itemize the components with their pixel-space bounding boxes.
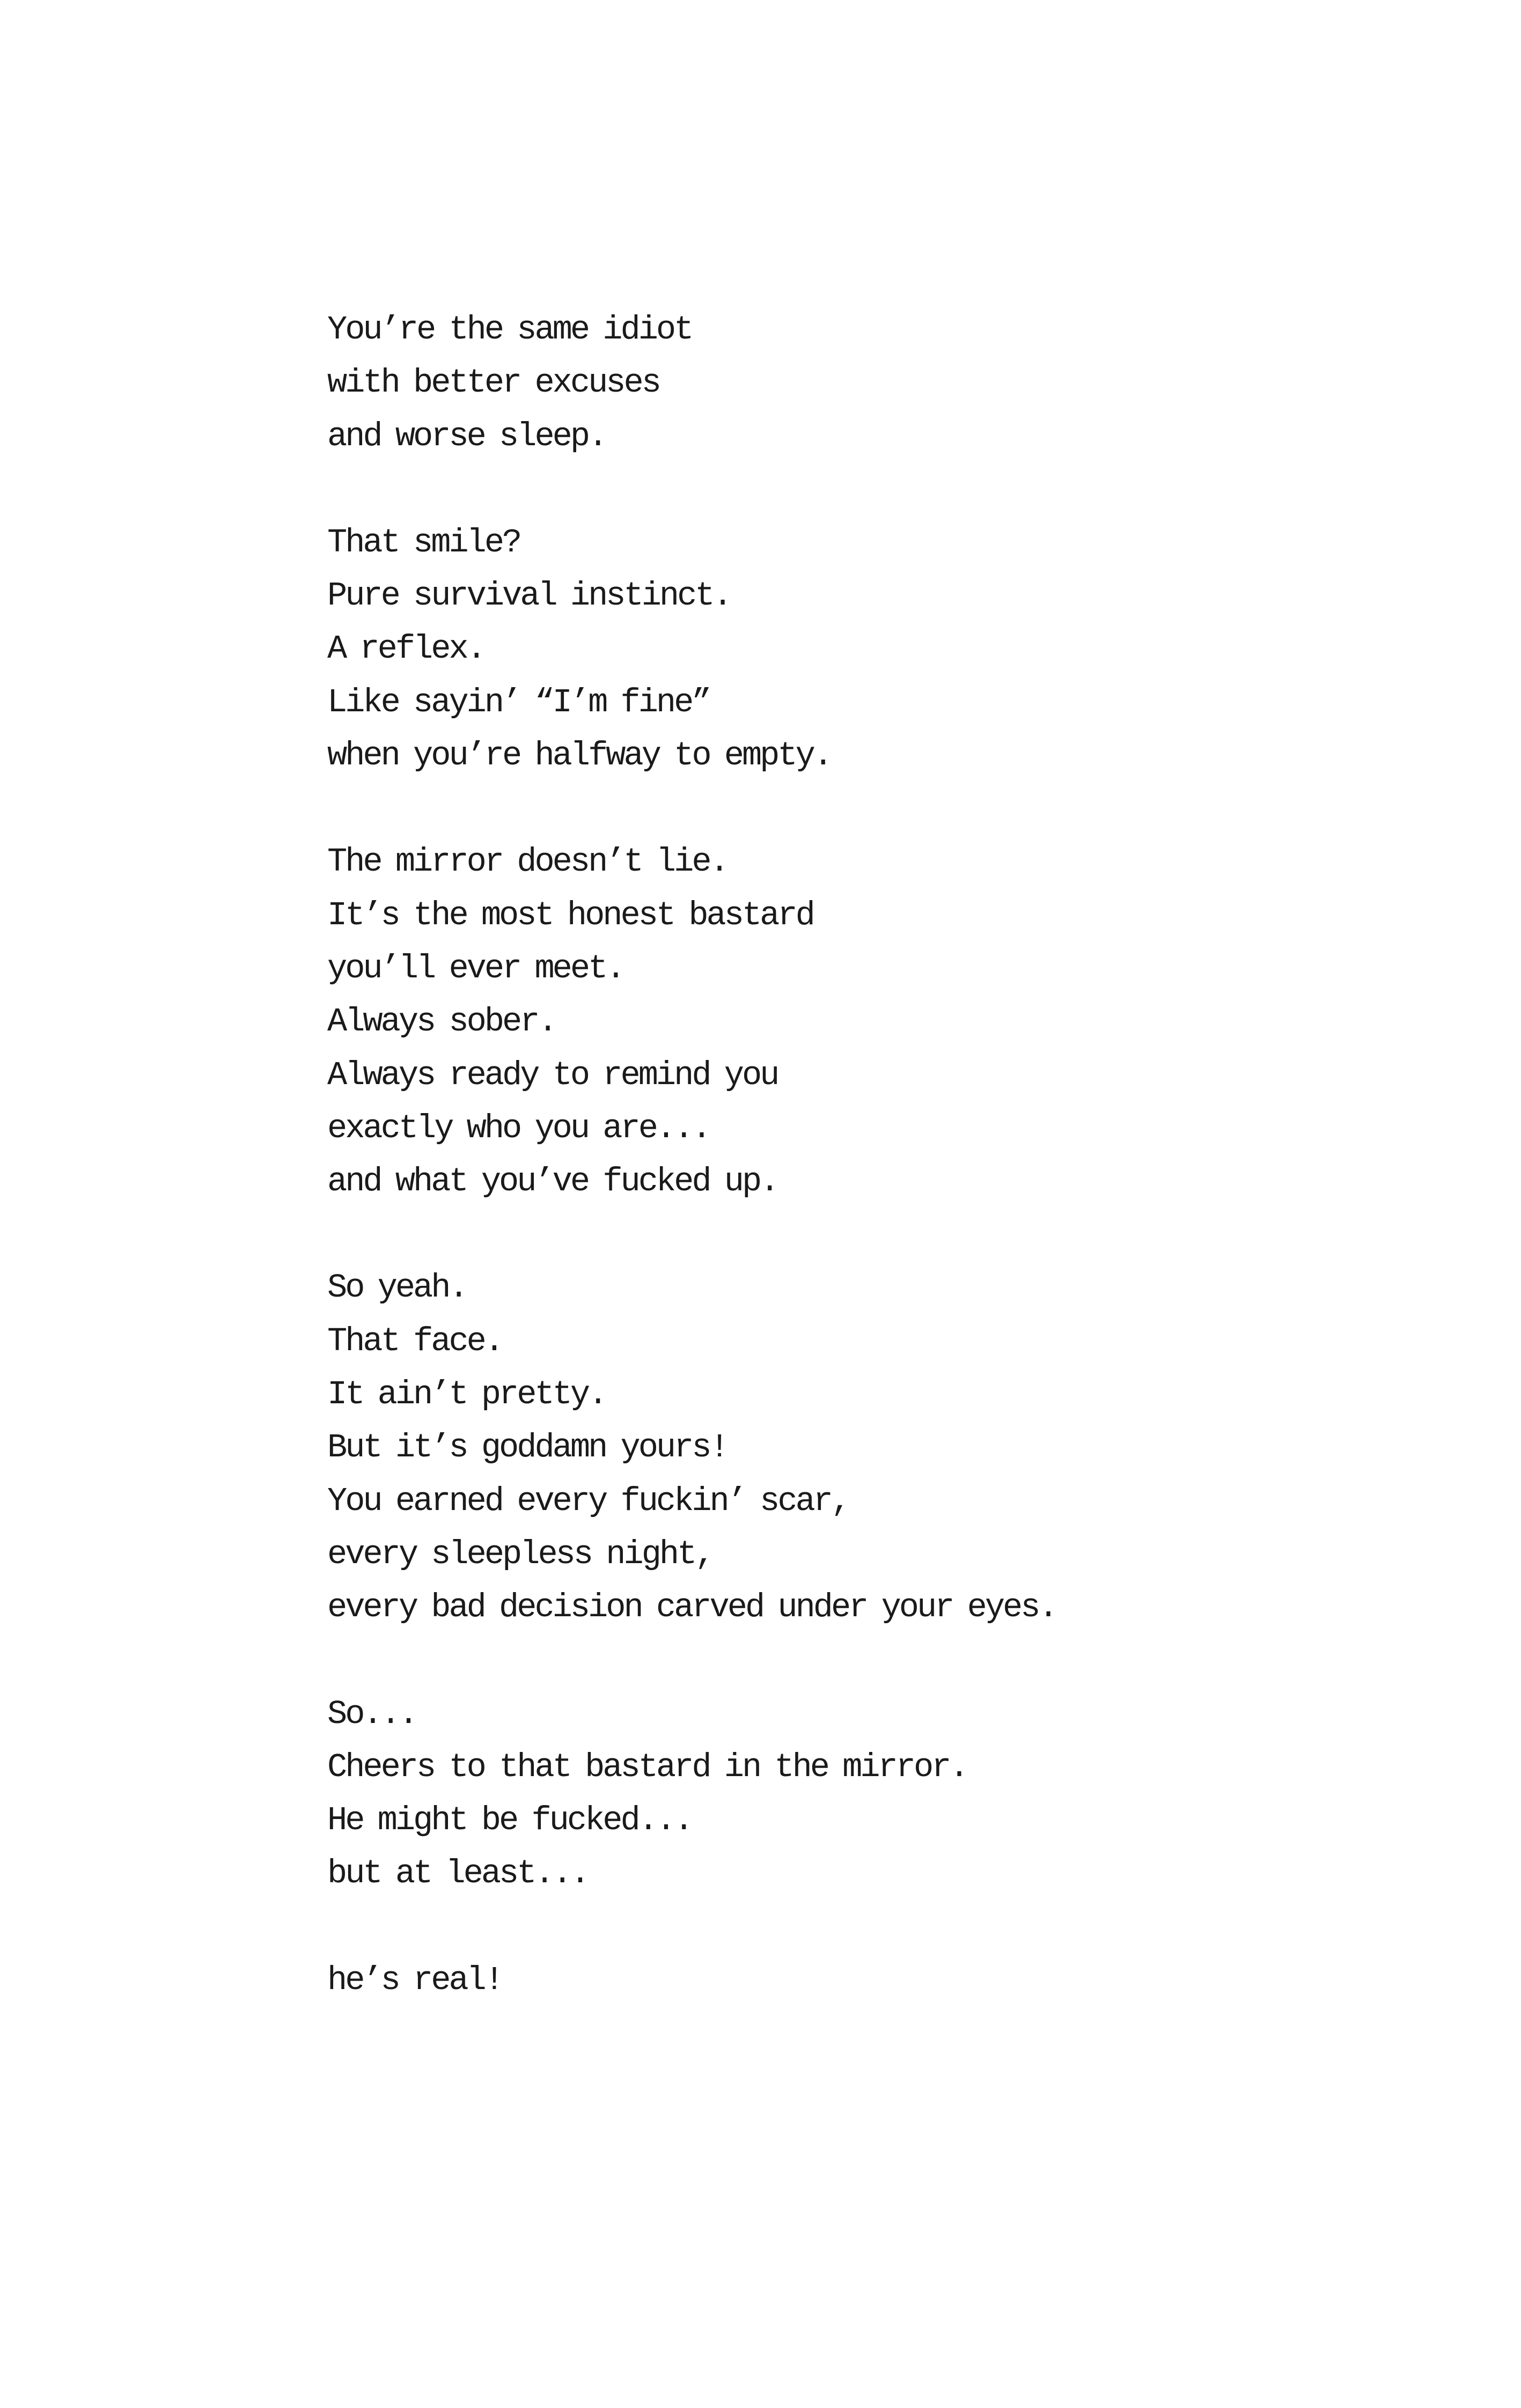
stanza-3 (327, 835, 1454, 1208)
poem-line: every sleepless night, (327, 1535, 713, 1573)
poem-line: and worse sleep. (327, 417, 606, 455)
poem-line: Always ready to remind you (327, 1056, 778, 1094)
poem-line: You’re the same idiot (327, 311, 692, 349)
poem-line: He might be fucked... (327, 1801, 692, 1840)
poem-line: You earned every fuckin’ scar, (327, 1482, 849, 1520)
poem-line: The mirror doesn’t lie. (327, 843, 728, 881)
poem-line: It ain’t pretty. (327, 1375, 606, 1414)
poem-line: A reflex. (327, 630, 484, 668)
stanza-4 (327, 1261, 1454, 1634)
poem-line: with better excuses (327, 364, 659, 402)
poem-line: every bad decision carved under your eyes. (327, 1588, 1056, 1627)
poem-line: So yeah. (327, 1269, 467, 1307)
poem-line: Pure survival instinct. (327, 577, 731, 615)
poem-line: So... (327, 1695, 417, 1733)
poem-line: exactly who you are... (327, 1109, 710, 1147)
poem-line: you’ll ever meet. (327, 949, 624, 988)
poem-line: Like sayin’ “I’m fine” (327, 683, 710, 721)
poem-line: and what you’ve fucked up. (327, 1162, 778, 1201)
poem-line: It’s the most honest bastard (327, 896, 813, 934)
poem-line: Cheers to that bastard in the mirror. (327, 1748, 967, 1786)
poem (327, 303, 1454, 2007)
stanza-2 (327, 516, 1454, 782)
stanza-5 (327, 1688, 1454, 1901)
stanza-1 (327, 303, 1454, 463)
poem-line: That smile? (327, 523, 520, 562)
stanza-6 (327, 1954, 1454, 2007)
poem-line: But it’s goddamn yours! (327, 1428, 728, 1467)
poem-line: when you’re halfway to empty. (327, 737, 831, 775)
poem-line: That face. (327, 1322, 503, 1360)
poem-line: but at least... (327, 1854, 589, 1893)
poem-line: Always sober. (327, 1003, 556, 1041)
poem-line: he’s real! (327, 1961, 503, 1999)
